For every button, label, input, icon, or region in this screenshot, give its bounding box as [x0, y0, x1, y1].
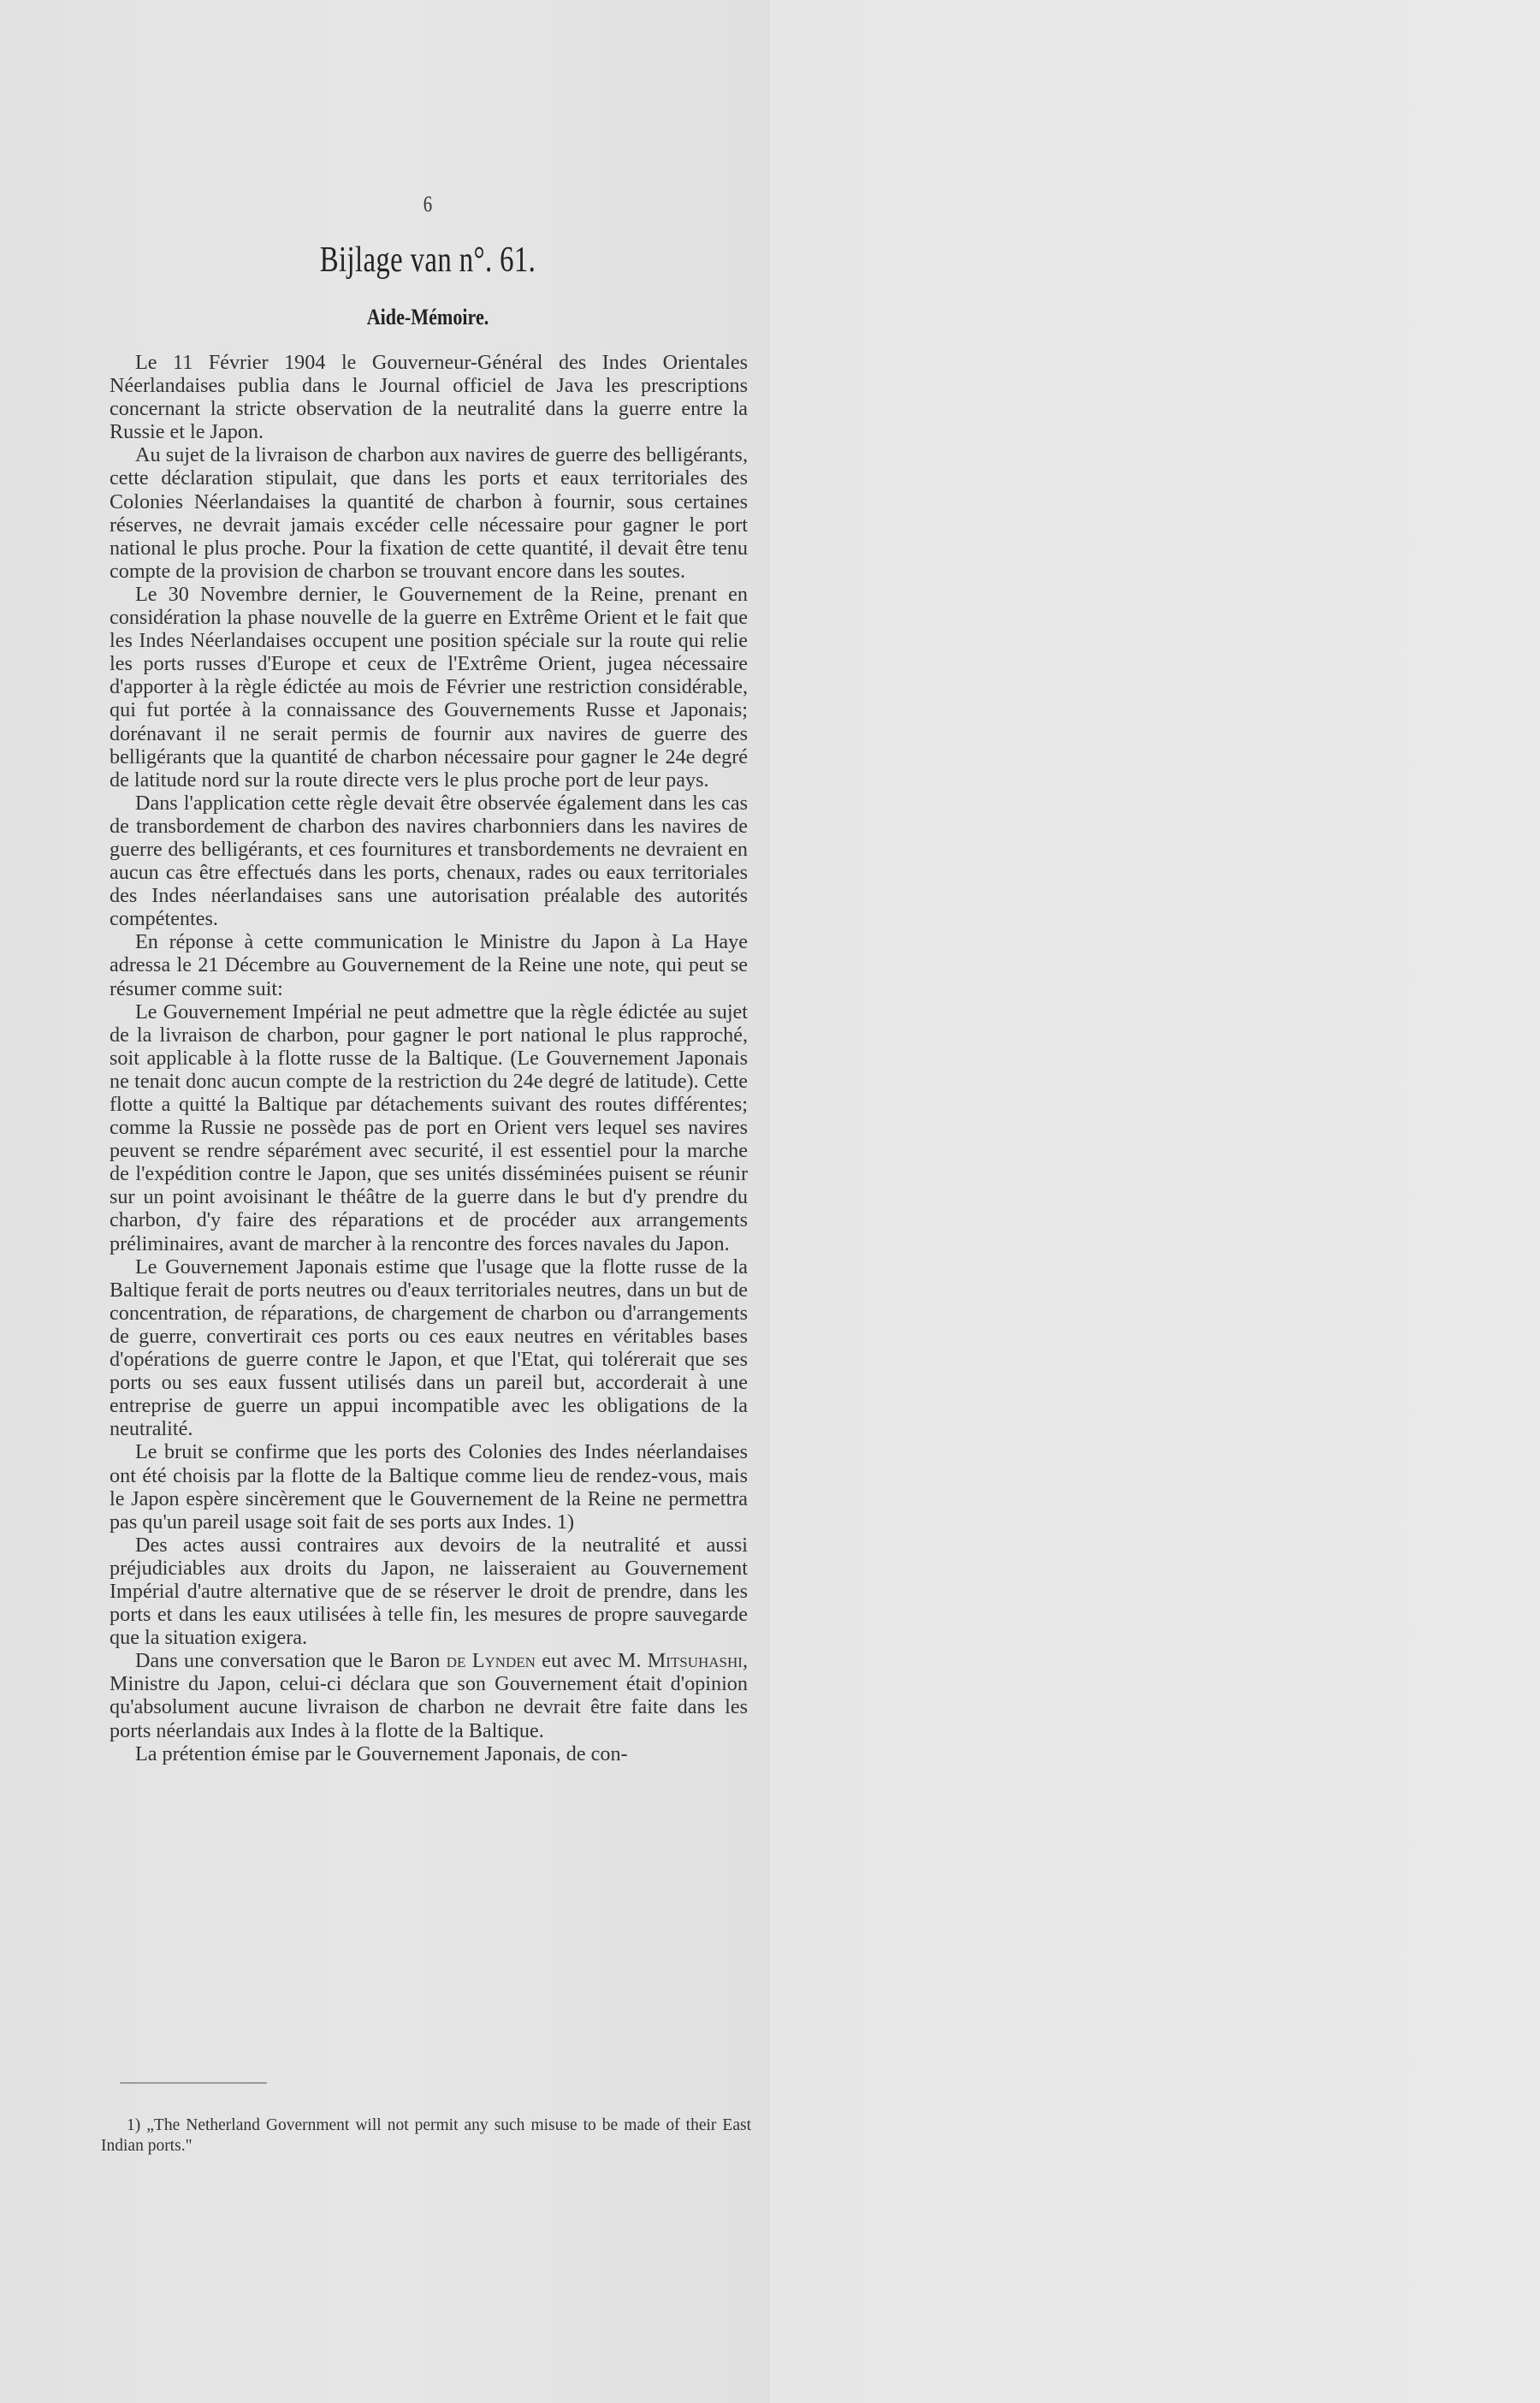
- paragraph: Au sujet de la livraison de charbon aux navires de guerre des belligérants, cette déclaration stipulait, que dans les ports et eaux territoriales des Colonies Néerlandaises la quantité de charbon à fournir, sous certaines réserves, ne devrait jamais excéder celle nécessaire pour gagner le port national le plus proche. Pour la fixation de cette quantité, il devait être tenu compte de la provision de charbon se trouvant encore dans les soutes.: [110, 443, 748, 583]
- paragraph: Le bruit se confirme que les ports des Colonies des Indes néerlandaises ont été choisis par la flotte de la Baltique comme lieu de rendez-vous, mais le Japon espère sincèrement que le Gouvernement de la Reine ne permettra pas qu'un pareil usage soit fait de ses ports aux Indes. 1): [110, 1440, 748, 1534]
- paragraph-conversation: [110, 1649, 748, 1741]
- footnote-text: „The Netherland Government will not permit any such misuse to be made of their East Indian ports.": [101, 2116, 751, 2155]
- footnote: [101, 2115, 751, 2157]
- person-name: de Lynden: [446, 1649, 536, 1673]
- footnote-divider: [120, 2082, 267, 2084]
- footnote-number: 1): [127, 2116, 141, 2134]
- document-subtitle: Aide-Mémoire.: [366, 305, 489, 329]
- page-number: 6: [423, 192, 433, 217]
- person-name: Mitsuhashi: [647, 1649, 743, 1673]
- paragraph: En réponse à cette communication le Ministre du Japon à La Haye adressa le 21 Décembre au Gouvernement de la Reine une note, qui peut se résumer comme suit:: [110, 930, 748, 1000]
- paragraph: Le Gouvernement Japonais estime que l'usage que la flotte russe de la Baltique ferait de ports neutres ou d'eaux territoriales neutres, dans un but de concentration, de réparations, de chargement de charbon ou d'arrangements de guerre, convertirait ces ports ou ces eaux neutres en véritables bases d'opérations de guerre contre le Japon, et que l'Etat, qui tolérerait que ses ports ou ses eaux fussent utilisés dans un pareil but, accorderait à une entreprise de guerre un appui incompatible avec les obligations de la neutralité.: [110, 1255, 748, 1441]
- paragraph: Dans l'application cette règle devait être observée également dans les cas de transbordement de charbon des navires charbonniers dans les navires de guerre des belligérants, et ces fournitures et transbordements ne devraient en aucun cas être effectués dans les ports, chenaux, rades ou eaux territoriales des Indes néerlandaises sans une autorisation préalable des autorités compétentes.: [110, 791, 748, 931]
- paragraph: Le Gouvernement Impérial ne peut admettre que la règle édictée au sujet de la livraison de charbon, pour gagner le port national le plus rapproché, soit applicable à la flotte russe de la Baltique. (Le Gouvernement Japonais ne tenait donc aucun compte de la restriction du 24e degré de latitude). Cette flotte a quitté la Baltique par détachements suivant des routes différentes; comme la Russie ne possède pas de port en Orient vers lequel ses navires peuvent se rendre séparément avec securité, il est essentiel pour la marche de l'expédition contre le Japon, que ses unités disséminées puisent se réunir sur un point avoisinant le théâtre de la guerre dans le but d'y prendre du charbon, d'y faire des réparations et de procéder aux arrangements préliminaires, avant de marcher à la rencontre des forces navales du Japon.: [110, 1000, 748, 1255]
- document-title: Bijlage van n°. 61.: [319, 240, 536, 280]
- text-segment: , Ministre du Japon, celui-ci déclara que son Gouvernement était d'opinion qu'absolument aucune livraison de charbon ne devrait être faite dans les ports néerlandais aux Indes à la flotte de la Baltique.: [110, 1649, 748, 1742]
- text-segment: eut avec M.: [535, 1649, 648, 1673]
- paragraph: Le 30 Novembre dernier, le Gouvernement de la Reine, prenant en considération la phase nouvelle de la guerre en Extrême Orient et le fait que les Indes Néerlandaises occupent une position spéciale sur la route qui relie les ports russes d'Europe et ceux de l'Extrême Orient, jugea nécessaire d'apporter à la règle édictée au mois de Février une restriction considérable, qui fut portée à la connaissance des Gouvernements Russe et Japonais; dorénavant il ne serait permis de fournir aux navires de guerre des belligérants que la quantité de charbon nécessaire pour gagner le 24e degré de latitude nord sur la route directe vers le plus proche port de leur pays.: [110, 582, 748, 792]
- paragraph-continued: La prétention émise par le Gouvernement Japonais, de con-: [135, 1741, 628, 1765]
- paragraph: Des actes aussi contraires aux devoirs de la neutralité et aussi préjudiciables aux droits du Japon, ne laisseraient au Gouvernement Impérial d'autre alternative que de se réserver le droit de prendre, dans les ports et dans les eaux utilisées à telle fin, les mesures de propre sauvegarde que la situation exigera.: [110, 1533, 748, 1650]
- text-segment: Dans une conversation que le Baron: [135, 1649, 447, 1673]
- right-page-blank: [770, 0, 1540, 2403]
- paragraph: Le 11 Février 1904 le Gouverneur-Général des Indes Orientales Néerlandaises publia dans le Journal officiel de Java les prescriptions concernant la stricte observation de la neutralité dans la guerre entre la Russie et le Japon.: [110, 351, 748, 444]
- body-text: [110, 351, 748, 1765]
